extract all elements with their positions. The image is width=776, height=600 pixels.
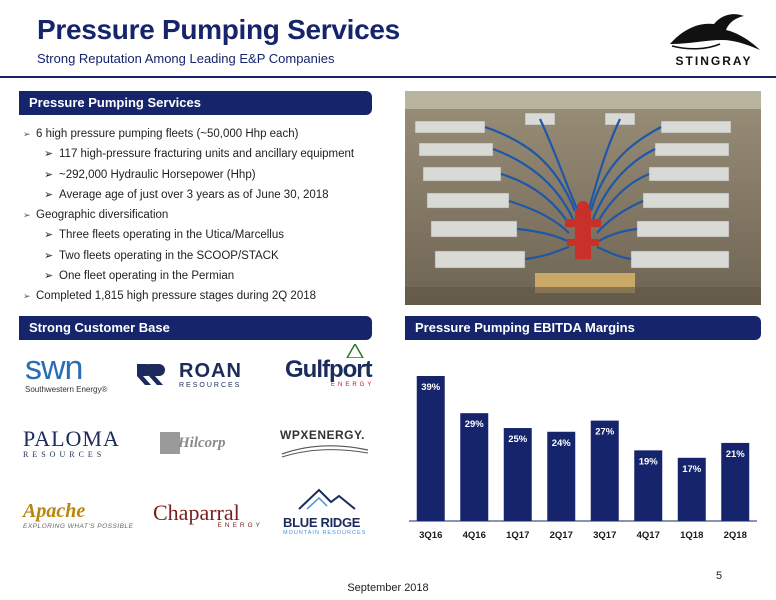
bar-value-label: 29%: [464, 419, 484, 431]
bar-value-label: 17%: [682, 463, 702, 475]
sub-bullet-item: ➢ ~292,000 Hydraulic Horsepower (Hhp): [23, 165, 393, 185]
paloma-logo: PALOMA RESOURCES: [23, 426, 120, 459]
sub-bullet-item: ➢ One fleet operating in the Permian: [23, 266, 393, 286]
sub-bullet-item: ➢ Average age of just over 3 years as of June 30, 2018: [23, 185, 393, 205]
bar-value-label: 24%: [551, 437, 571, 449]
x-tick-label: 4Q16: [462, 530, 486, 541]
bullet-item: ➢ Completed 1,815 high pressure stages during 2Q 2018: [23, 286, 393, 306]
wpx-energy-logo: WPXENERGY.: [280, 428, 380, 463]
page-title: Pressure Pumping Services: [37, 14, 400, 45]
header-divider: [0, 76, 776, 78]
x-tick-label: 3Q17: [593, 530, 617, 541]
stingray-logo: [662, 10, 766, 72]
roan-mark-icon: [135, 362, 167, 386]
chaparral-logo: Chaparral ENERGY: [153, 500, 263, 529]
logo-wordmark: STINGRAY: [675, 54, 753, 68]
bullet-arrow-icon: ➢: [23, 291, 31, 302]
page-subtitle: Strong Reputation Among Leading E&P Companies: [37, 51, 335, 66]
x-tick-label: 2Q17: [549, 530, 573, 541]
services-bullet-list: [23, 124, 393, 307]
ebitda-margin-bar-chart: [405, 340, 761, 550]
bullet-arrow-icon: ➢: [44, 188, 54, 201]
wpx-swoosh-icon: [280, 442, 370, 458]
stingray-icon: [662, 10, 766, 54]
bullet-item: ➢ 6 high pressure pumping fleets (~50,000 Hhp each): [23, 124, 393, 144]
bar-3Q16: [417, 376, 445, 521]
chart-title: Pressure Pumping EBITDA Margins: [415, 320, 635, 335]
bullet-arrow-icon: ➢: [44, 168, 54, 181]
blue-ridge-mountain-icon: [297, 488, 357, 510]
bar-value-label: 19%: [638, 456, 658, 468]
bullet-arrow-icon: ➢: [44, 148, 54, 161]
services-section-title: Pressure Pumping Services: [29, 95, 201, 110]
sub-bullet-item: ➢ Three fleets operating in the Utica/Marcellus: [23, 225, 393, 245]
footer-date: September 2018: [347, 582, 429, 594]
customers-section-title: Strong Customer Base: [29, 320, 170, 335]
bullet-arrow-icon: ➢: [44, 270, 54, 283]
blue-ridge-logo: BLUE RIDGE MOUNTAIN RESOURCES: [283, 488, 378, 536]
bar-value-label: 25%: [508, 434, 528, 446]
swn-logo: swn Southwestern Energy®: [25, 349, 108, 394]
hilcorp-mark-icon: [160, 432, 180, 454]
page-number: 5: [716, 570, 723, 582]
bar-value-label: 27%: [595, 426, 615, 438]
bullet-item: ➢ Geographic diversification: [23, 205, 393, 225]
bullet-arrow-icon: ➢: [23, 129, 31, 139]
services-section-header: [19, 91, 372, 115]
customer-logo-grid: swn Southwestern Energy® ROAN RESOURCES Gulfport ENERGY PALOMA RESOURCES Hilcorp WPXENERGY. Apache EXPLORING WHAT'S POSSIBLE Chaparral ENERGY BLUE RIDGE MOUNTAIN RESOURCES: [15, 340, 385, 550]
bar-value-label: 39%: [421, 382, 441, 393]
frac-site-photo: [405, 91, 761, 305]
chart-section-header: [405, 316, 761, 340]
x-tick-label: 1Q18: [680, 530, 704, 541]
x-tick-label: 4Q17: [636, 530, 660, 541]
bullet-arrow-icon: ➢: [44, 249, 54, 262]
bullet-arrow-icon: ➢: [44, 229, 54, 242]
ebitda-margin-chart: [405, 340, 761, 550]
apache-logo: Apache EXPLORING WHAT'S POSSIBLE: [23, 500, 134, 530]
x-tick-label: 3Q16: [419, 530, 443, 541]
customers-section-header: [19, 316, 372, 340]
x-tick-label: 2Q18: [723, 530, 747, 541]
bullet-arrow-icon: ➢: [23, 210, 31, 221]
x-tick-label: 1Q17: [506, 530, 530, 541]
sub-bullet-item: ➢ 117 high-pressure fracturing units and ancillary equipment: [23, 144, 393, 164]
bar-value-label: 21%: [725, 448, 745, 460]
sub-bullet-item: ➢ Two fleets operating in the SCOOP/STACK: [23, 246, 393, 266]
